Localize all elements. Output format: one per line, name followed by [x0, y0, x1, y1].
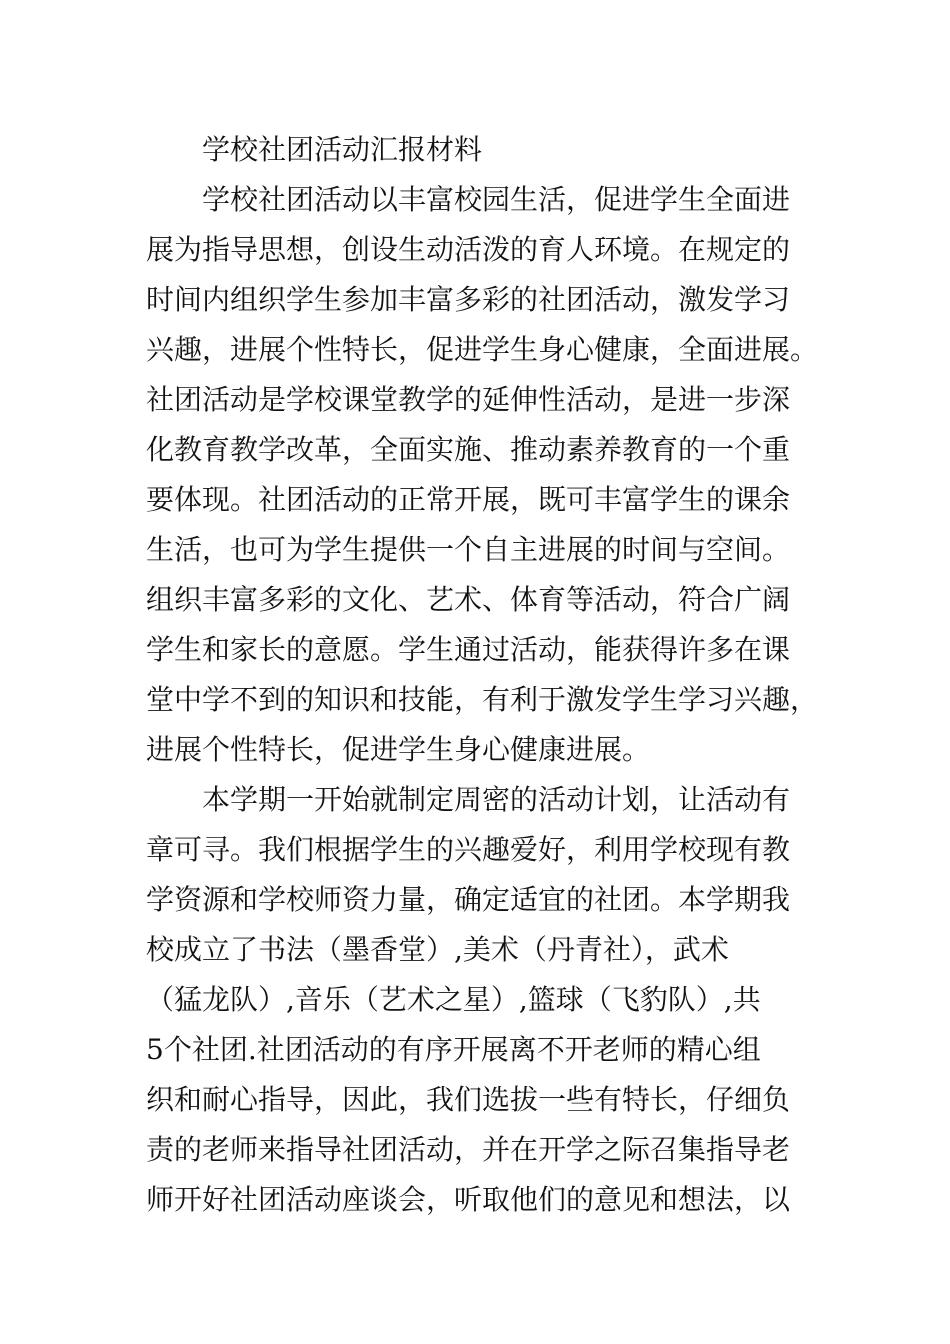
- paragraph-line: 兴趣，进展个性特长，促进学生身心健康，全面进展。: [146, 333, 819, 366]
- paragraph-line: 责的老师来指导社团活动，并在开学之际召集指导老: [146, 1133, 791, 1166]
- paragraph-line: （猛龙队）,音乐（艺术之星）,篮球（飞豹队）,共: [146, 983, 761, 1016]
- paragraph-line: 社团活动是学校课堂教学的延伸性活动，是进一步深: [146, 383, 791, 416]
- paragraph-line: 章可寻。我们根据学生的兴趣爱好，利用学校现有教: [146, 833, 791, 866]
- paragraph-line: 学资源和学校师资力量，确定适宜的社团。本学期我: [146, 883, 791, 916]
- paragraph-line: 织和耐心指导，因此，我们选拔一些有特长，仔细负: [146, 1083, 791, 1116]
- paragraph-line: 学生和家长的意愿。学生通过活动，能获得许多在课: [146, 633, 791, 666]
- paragraph-line: 堂中学不到的知识和技能，有利于激发学生学习兴趣，: [146, 683, 819, 716]
- paragraph-line: 本学期一开始就制定周密的活动计划，让活动有: [202, 783, 791, 816]
- paragraph-line: 化教育教学改革，全面实施、推动素养教育的一个重: [146, 433, 791, 466]
- paragraph-line: 5个社团.社团活动的有序开展离不开老师的精心组: [146, 1033, 761, 1066]
- paragraph-line: 校成立了书法（墨香堂）,美术（丹青社），武术: [146, 933, 729, 966]
- paragraph-line: 展为指导思想，创设生动活泼的育人环境。在规定的: [146, 233, 791, 266]
- paragraph-line: 学校社团活动以丰富校园生活，促进学生全面进: [202, 183, 791, 216]
- paragraph-line: 组织丰富多彩的文化、艺术、体育等活动，符合广阔: [146, 583, 791, 616]
- paragraph-line: 时间内组织学生参加丰富多彩的社团活动，激发学习: [146, 283, 791, 316]
- paragraph-line: 师开好社团活动座谈会，听取他们的意见和想法，以: [146, 1183, 791, 1216]
- document-title: 学校社团活动汇报材料: [202, 133, 483, 166]
- paragraph-line: 进展个性特长，促进学生身心健康进展。: [146, 733, 651, 766]
- paragraph-line: 生活，也可为学生提供一个自主进展的时间与空间。: [146, 533, 791, 566]
- paragraph-line: 要体现。社团活动的正常开展，既可丰富学生的课余: [146, 483, 791, 516]
